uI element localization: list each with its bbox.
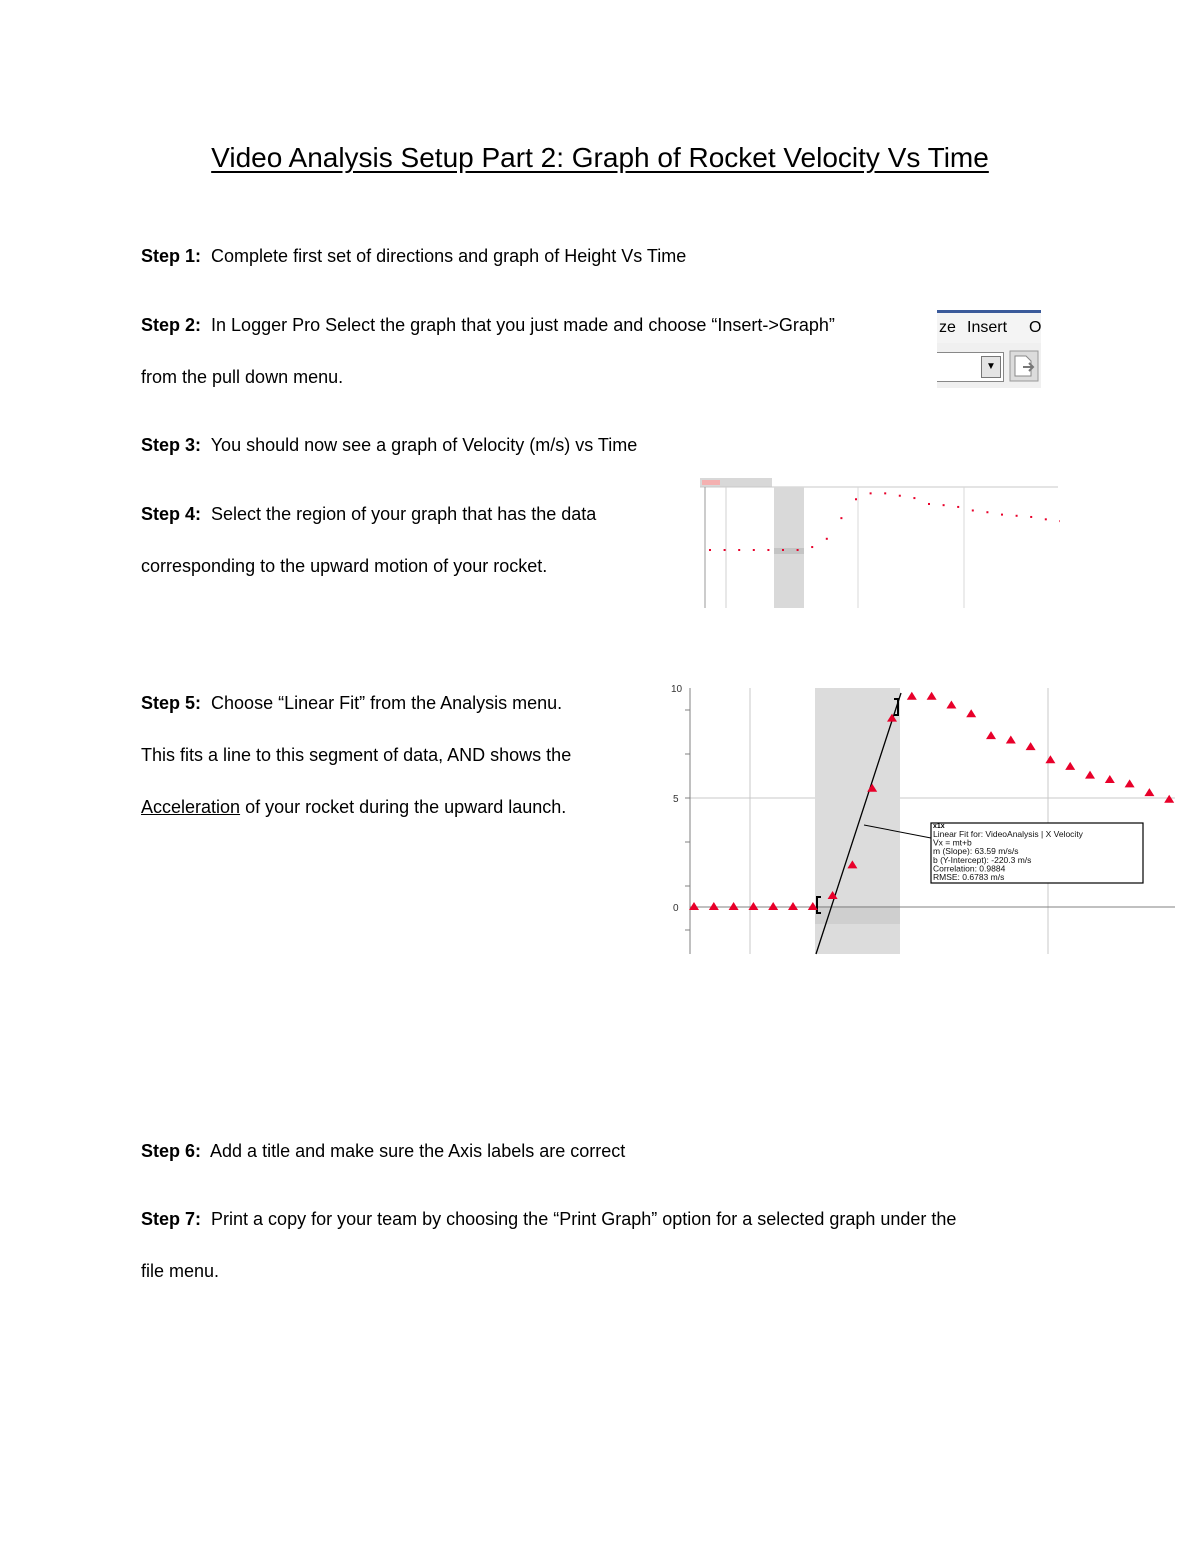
velocity-point bbox=[1059, 520, 1060, 522]
fit-box-line: b (Y-Intercept): -220.3 m/s bbox=[933, 854, 1032, 865]
velocity-point bbox=[884, 492, 886, 494]
step-1 bbox=[141, 246, 686, 267]
data-point-triangle bbox=[946, 701, 956, 709]
toolbar-dropdown[interactable] bbox=[937, 352, 1004, 382]
step-1-label: Step 1: bbox=[141, 246, 202, 266]
fit-y-ticks bbox=[685, 710, 690, 930]
velocity-point bbox=[986, 511, 988, 513]
data-point-triangle bbox=[1164, 795, 1174, 803]
step-6 bbox=[141, 1141, 625, 1162]
menu-item-options[interactable]: O bbox=[1029, 319, 1041, 336]
step-2-label: Step 2: bbox=[141, 315, 202, 335]
fit-box-line: m (Slope): 63.59 m/s/s bbox=[933, 846, 1019, 857]
velocity-graph-screenshot bbox=[700, 478, 1060, 610]
step-5-text: Choose “Linear Fit” from the Analysis menu. bbox=[211, 693, 563, 713]
velocity-point bbox=[899, 495, 901, 497]
step-4-label: Step 4: bbox=[141, 504, 202, 524]
velocity-point bbox=[753, 549, 755, 551]
data-point-triangle bbox=[1065, 762, 1075, 770]
data-point-triangle bbox=[1105, 775, 1115, 783]
acceleration-term: Acceleration bbox=[141, 797, 241, 817]
step-5-acceleration-line bbox=[141, 797, 566, 818]
step-3 bbox=[141, 435, 637, 456]
step-7-text: Print a copy for your team by choosing the “Print Graph” option for a selected graph under the bbox=[211, 1209, 957, 1229]
fit-selection-band bbox=[815, 906, 900, 924]
selection-band bbox=[774, 548, 804, 554]
step-4 bbox=[141, 504, 596, 525]
velocity-point bbox=[767, 549, 769, 551]
velocity-point bbox=[1001, 514, 1003, 516]
step-3-label: Step 3: bbox=[141, 435, 202, 455]
chevron-down-icon[interactable]: ▼ bbox=[981, 356, 1001, 378]
step-5 bbox=[141, 693, 562, 714]
velocity-point bbox=[1030, 516, 1032, 518]
menu-item-insert[interactable]: Insert bbox=[967, 319, 1008, 336]
velocity-point bbox=[855, 498, 857, 500]
y-tick-label-10: 10 bbox=[671, 684, 683, 695]
page-title: Video Analysis Setup Part 2: Graph of Rocket Velocity Vs Time bbox=[211, 142, 989, 173]
data-point-triangle bbox=[768, 902, 778, 910]
data-point-triangle bbox=[907, 692, 917, 700]
step-3-text: You should now see a graph of Velocity (m/s) vs Time bbox=[210, 435, 638, 455]
step-2-text: In Logger Pro Select the graph that you just made and choose “Insert->Graph” bbox=[211, 315, 835, 335]
data-point-triangle bbox=[1026, 742, 1036, 750]
menu-bar bbox=[937, 313, 1041, 343]
velocity-points bbox=[709, 492, 1060, 551]
data-point-triangle bbox=[788, 902, 798, 910]
velocity-point bbox=[826, 538, 828, 540]
step-6-label: Step 6: bbox=[141, 1141, 202, 1161]
velocity-point bbox=[724, 549, 726, 551]
velocity-point bbox=[811, 546, 813, 548]
fit-box-line: Linear Fit for: VideoAnalysis | X Velocity bbox=[933, 829, 1083, 839]
fit-box-line: Correlation: 0.9884 bbox=[933, 863, 1006, 874]
velocity-point bbox=[840, 517, 842, 519]
step-7-continued: file menu. bbox=[141, 1261, 220, 1281]
y-tick-label-5: 5 bbox=[673, 794, 679, 805]
linear-fit-screenshot bbox=[665, 680, 1175, 956]
step-2-continued: from the pull down menu. bbox=[141, 367, 344, 387]
step-4-continued: corresponding to the upward motion of your rocket. bbox=[141, 556, 548, 576]
data-point-triangle bbox=[709, 902, 719, 910]
velocity-point bbox=[957, 506, 959, 508]
velocity-point bbox=[913, 497, 915, 499]
export-icon[interactable] bbox=[1009, 350, 1039, 382]
selection-region[interactable] bbox=[774, 487, 804, 608]
step-2 bbox=[141, 315, 835, 336]
velocity-point bbox=[928, 503, 930, 505]
menu-item-tools[interactable]: ze bbox=[939, 319, 956, 336]
step-5-label: Step 5: bbox=[141, 693, 202, 713]
step-5-acceleration-rest: of your rocket during the upward launch. bbox=[240, 797, 567, 817]
data-point-triangle bbox=[1125, 779, 1135, 787]
step-1-text: Complete first set of directions and graph of Height Vs Time bbox=[211, 246, 687, 266]
fit-box-line: Vx = mt+b bbox=[933, 837, 972, 848]
data-point-triangle bbox=[1144, 788, 1154, 796]
y-tick-label-0: 0 bbox=[673, 903, 679, 914]
velocity-point bbox=[782, 549, 784, 551]
fit-box-line: RMSE: 0.6783 m/s bbox=[933, 872, 1005, 882]
data-point-triangle bbox=[729, 902, 739, 910]
data-point-triangle bbox=[1006, 736, 1016, 744]
step-5-continued: This fits a line to this segment of data, AND shows the bbox=[141, 745, 572, 765]
data-point-triangle bbox=[1085, 771, 1095, 779]
step-4-text: Select the region of your graph that has the data bbox=[211, 504, 597, 524]
velocity-point bbox=[943, 504, 945, 506]
velocity-point bbox=[1016, 515, 1018, 517]
velocity-point bbox=[738, 549, 740, 551]
step-7-label: Step 7: bbox=[141, 1209, 202, 1229]
graph-legend-swatch bbox=[702, 480, 720, 485]
velocity-point bbox=[972, 509, 974, 511]
step-6-text: Add a title and make sure the Axis labels are correct bbox=[210, 1141, 626, 1161]
velocity-point bbox=[797, 549, 799, 551]
data-point-triangle bbox=[986, 731, 996, 739]
step-7 bbox=[141, 1209, 956, 1230]
data-point-triangle bbox=[966, 709, 976, 717]
velocity-point bbox=[870, 492, 872, 494]
velocity-point bbox=[709, 549, 711, 551]
data-point-triangle bbox=[1045, 755, 1055, 763]
fit-box-header: x1x bbox=[933, 823, 945, 830]
velocity-point bbox=[1045, 518, 1047, 520]
data-point-triangle bbox=[927, 692, 937, 700]
insert-menu-screenshot bbox=[937, 310, 1041, 388]
